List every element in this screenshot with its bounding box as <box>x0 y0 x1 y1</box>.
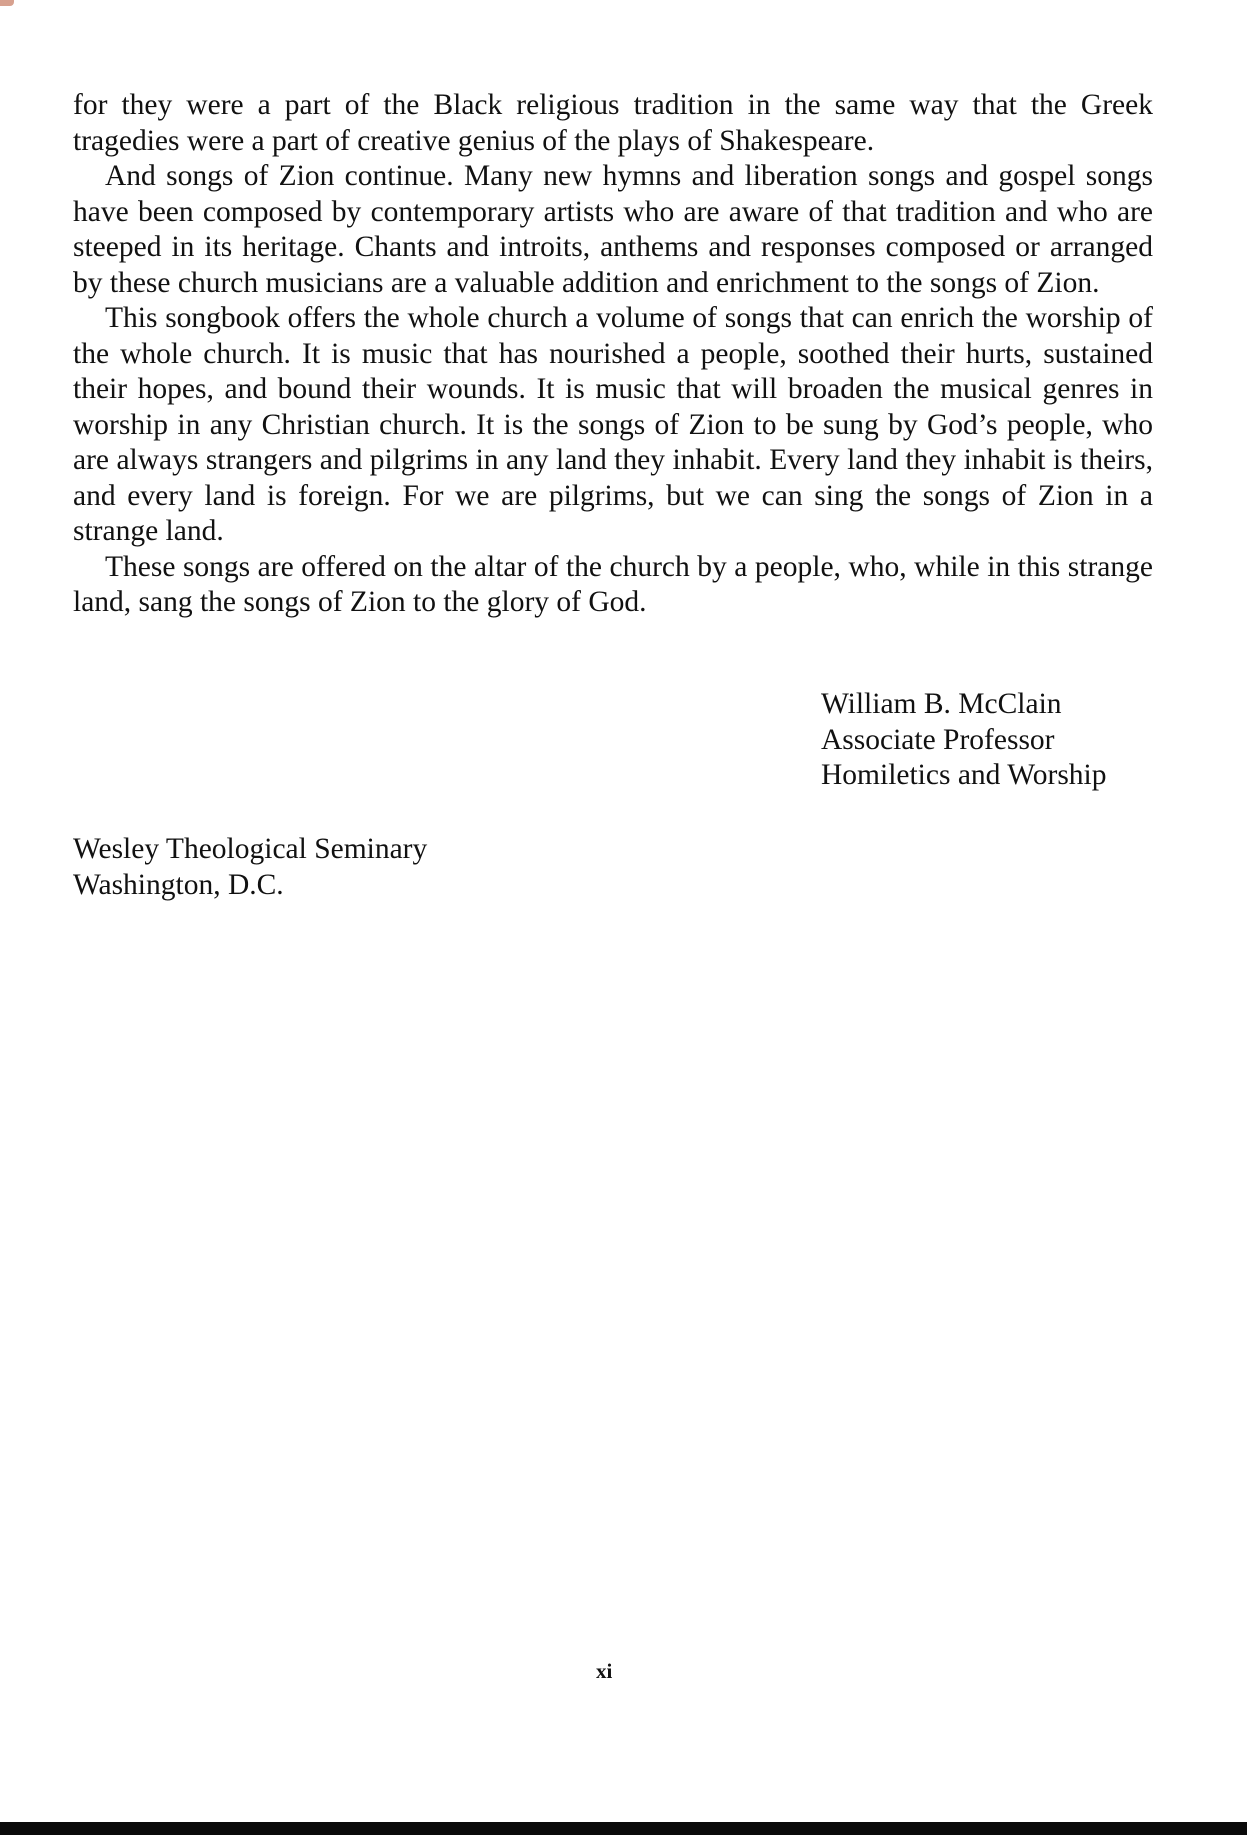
signature-block <box>821 687 1107 794</box>
paragraph-continued: for they were a part of the Black religious tradition in the same way that the Greek tragedies were a part of creative genius of the plays of Shakespeare. <box>73 89 1153 157</box>
author-name: William B. McClain <box>821 688 1062 720</box>
scan-bottom-edge <box>0 1822 1247 1835</box>
institution-block <box>73 832 427 903</box>
paragraph-songs-offered: These songs are offered on the altar of the church by a people, who, while in this strange land, sang the songs of Zion to the glory of God. <box>73 550 1153 618</box>
page-number: xi <box>596 1659 613 1683</box>
institution-name: Wesley Theological Seminary <box>73 833 428 865</box>
page-corner-mark <box>0 0 14 6</box>
author-title: Associate Professor <box>821 723 1055 756</box>
paragraph-songs-continue: And songs of Zion continue. Many new hymns and liberation songs and gospel songs have been composed by contemporary artists who are aware of that tradition and who are steeped in its heritage. Chants and introits, anthems and responses composed or arranged by these church musicians are a valuable addition and enrichment to the songs of Zion. <box>73 160 1153 299</box>
author-department: Homiletics and Worship <box>821 759 1107 791</box>
institution-location: Washington, D.C. <box>73 868 284 901</box>
paragraph-songbook-offers: This songbook offers the whole church a volume of songs that can enrich the worship of the whole church. It is music that has nourished a people, soothed their hurts, sustained their hopes, and bound their wounds. It is music that will broaden the musical genres in worship in any Christian church. It is the songs of Zion to be sung by God’s people, who are always strangers and pilgrims in any land they inhabit. Every land they inhabit is theirs, and every land is foreign. For we are pilgrims, but we can sing the songs of Zion in a strange land. <box>73 302 1153 547</box>
body-text <box>73 88 1153 621</box>
